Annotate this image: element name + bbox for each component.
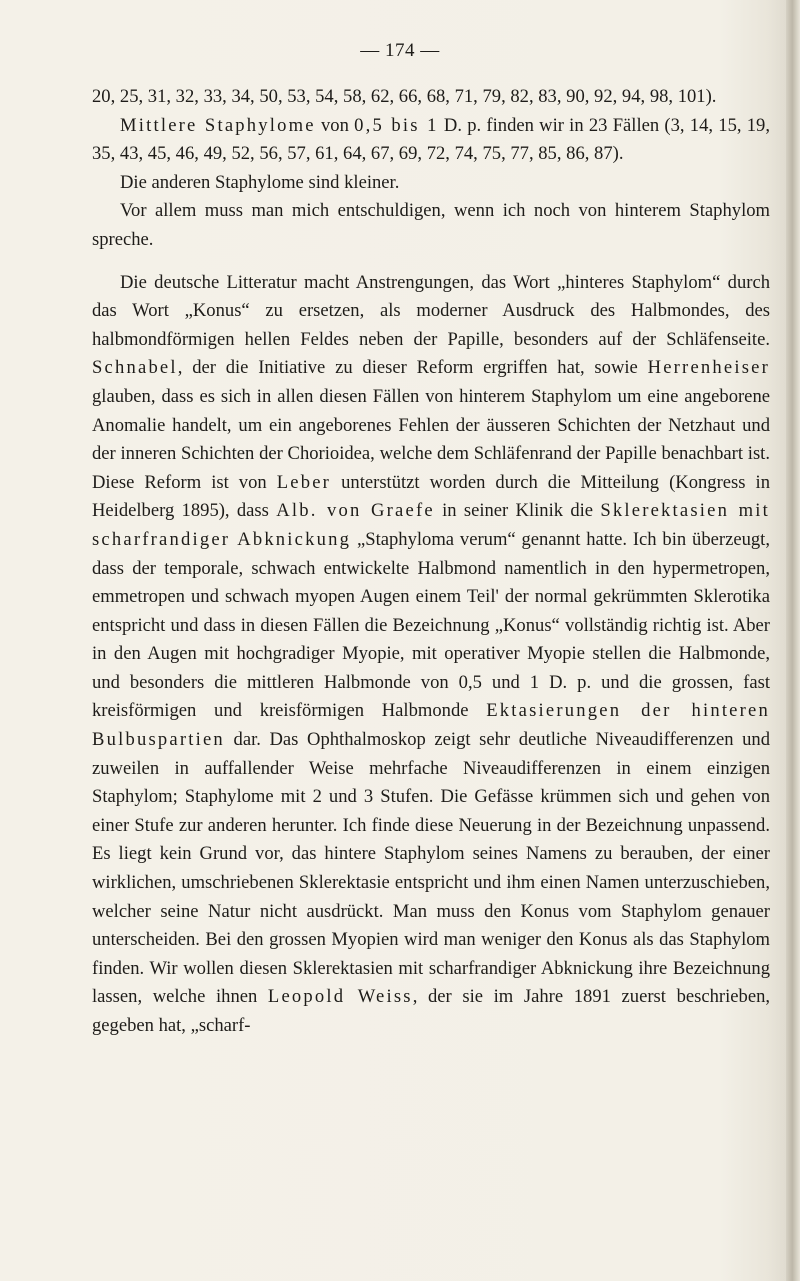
author-name: Schnabel (92, 357, 178, 379)
paragraph-5: Die deutsche Litteratur macht Anstrengungen, das Wort „hinteres Staphylom“ durch das Wort „Konus“ zu ersetzen, als moderner Ausdruck des Halbmondes, des halbmondförmigen hellen Feldes neben der Papille, besonders auf der Schläfenseite. Schnabel, der die Initiative zu dieser Reform ergriffen hat, sowie Herrenheiser glauben, dass es sich in allen diesen Fällen von hinterem Staphylom um eine angeborene Anomalie handelt, um ein angeborenes Fehlen der äusseren Schichten der Netzhaut und der inneren Schichten der Chorioidea, welche dem Schläfenrand der Papille benachbart ist. Diese Reform ist von Leber unterstützt worden durch die Mitteilung (Kongress in Heidelberg 1895), dass Alb. von Graefe in seiner Klinik die Sklerektasien mit scharfrandiger Abknickung „Staphyloma verum“ genannt hatte. Ich bin überzeugt, dass der temporale, schwach entwickelte Halbmond namentlich in den hypermetropen, emmetropen und schwach myopen Augen einem Teil' der normal gekrümmten Sklerotika entspricht und dass in diesen Fällen die Bezeichnung „Konus“ vollständig richtig ist. Aber in den Augen mit hochgradiger Myopie, mit operativer Myopie stellen die Halbmonde, und besonders die mittleren Halbmonde von 0,5 und 1 D. p. und die grossen, fast kreisförmigen und kreisförmigen Halbmonde Ektasierungen der hinteren Bulbuspartien dar. Das Ophthalmoskop zeigt sehr deutliche Niveaudifferenzen und zuweilen in auffallender Weise mehrfache Niveaudifferenzen in einem einzigen Staphylom; Staphylome mit 2 und 3 Stufen. Die Gefässe krümmen sich und gehen von einer Stufe zur anderen herunter. Ich finde diese Neuerung in der Bezeichnung unpassend. Es liegt kein Grund vor, das hintere Staphylom seines Namens zu berauben, der einer wirklichen, umschriebenen Sklerektasie entspricht und ihm einen Namen unterzuschieben, welcher seine Natur nicht ausdrückt. Man muss den Konus vom Staphylom genauer unterscheiden. Bei den grossen Myopien wird man weniger den Konus als das Staphylom finden. Wir wollen diesen Sklerektasien mit scharfrandiger Abknickung ihre Bezeichnung lassen, welche ihnen Leopold Weiss, der sie im Jahre 1891 zuerst beschrieben, gegeben hat, „scharf- (92, 271, 771, 1036)
author-name: Leopold Weiss (267, 986, 413, 1008)
author-name: Alb. von Graefe (276, 500, 435, 522)
emphasis-spaced: Sklerektasien mit scharfrandiger Abknickung (92, 500, 771, 550)
paragraph-4: Vor allem muss man mich entschuldigen, wenn ich noch von hinterem Staphylom spreche. (92, 200, 770, 250)
emphasis-spaced: 0,5 bis 1 (354, 114, 439, 136)
page-edge-shadow (786, 0, 800, 1281)
paragraph-1: 20, 25, 31, 32, 33, 34, 50, 53, 54, 58, 62, 66, 68, 71, 79, 82, 83, 90, 92, 94, 98, 101). (92, 86, 717, 107)
author-name: Leber (276, 471, 332, 493)
paragraph-2: Mittlere Staphylome von 0,5 bis 1 D. p. finden wir in 23 Fällen (3, 14, 15, 19, 35, 43, 45, 46, 49, 52, 56, 57, 61, 64, 67, 69, 72, 74, 75, 77, 85, 86, 87). (92, 114, 771, 165)
author-name: Herrenheiser (647, 357, 770, 379)
paragraph-3: Die anderen Staphylome sind kleiner. (120, 171, 400, 193)
emphasis-spaced: Ektasierungen der hinteren Bulbuspartien (92, 700, 770, 751)
emphasis-spaced: Mittlere Staphylome (120, 114, 316, 136)
page-number: — 174 — (360, 40, 440, 61)
body-text (92, 83, 770, 1041)
